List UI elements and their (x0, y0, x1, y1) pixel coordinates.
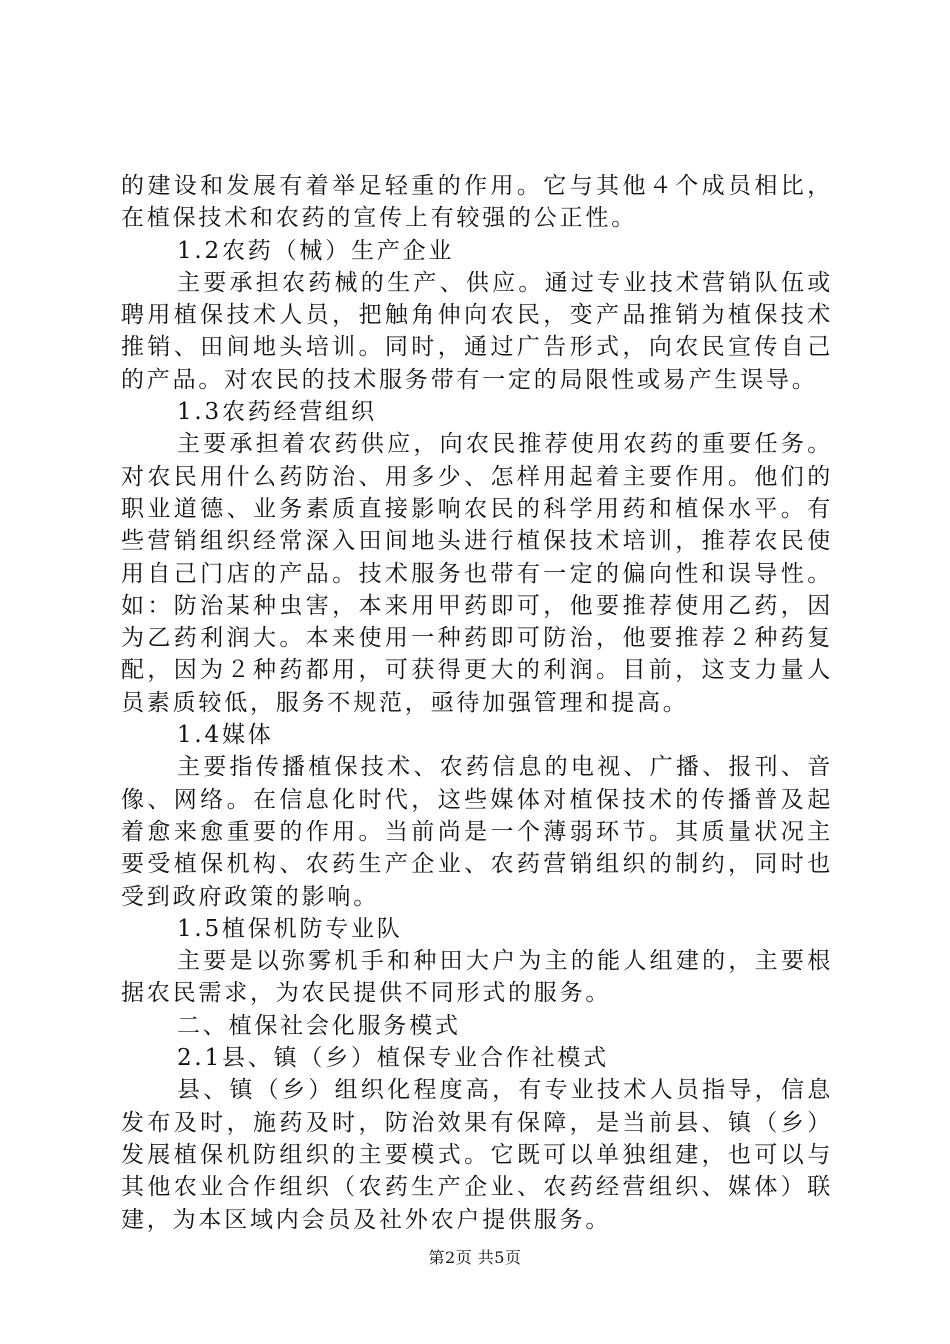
paragraph-body: 主要承担着农药供应，向农民推荐使用农药的重要任务。对农民用什么药防治、用多少、怎样用起着主要作用。他们的职业道德、业务素质直接影响农民的科学用药和植保水平。有些营销组织经常深入田间地头进行植保技术培训，推荐农民使用自己门店的产品。技术服务也带有一定的偏向性和误导性。如：防治某种虫害，本来用甲药即可，他要推荐使用乙药，因为乙药利润大。本来使用一种药即可防治，他要推荐２种药复配，因为２种药都用，可获得更大的利润。目前，这支力量人员素质较低，服务不规范，亟待加强管理和提高。 (121, 431, 833, 716)
paragraph-body: 主要承担农药械的生产、供应。通过专业技术营销队伍或聘用植保技术人员，把触角伸向农民，变产品推销为植保技术推销、田间地头培训。同时，通过广告形式，向农民宣传自己的产品。对农民的技术服务带有一定的局限性或易产生误导。 (121, 269, 833, 393)
paragraph-intro-continued: 的建设和发展有着举足轻重的作用。它与其他４个成员相比，在植保技术和农药的宣传上有较强的公正性。 (121, 173, 833, 232)
section-heading-1-3: 1.3农药经营组织 (177, 399, 377, 426)
section-heading-2-1: 2.1县、镇（乡）植保专业合作社模式 (177, 1045, 609, 1072)
paragraph-body: 县、镇（乡）组织化程度高，有专业技术人员指导，信息发布及时，施药及时，防治效果有保障，是当前县、镇（乡）发展植保机防组织的主要模式。它既可以单独组建，也可以与其他农业合作组织（农药生产企业、农药经营组织、媒体）联建，为本区域内会员及社外农户提供服务。 (121, 1077, 833, 1233)
section-heading-1-5: 1.5植保机防专业队 (177, 915, 403, 942)
section-heading-1-4: 1.4媒体 (177, 722, 274, 749)
section-heading-1-2: 1.2农药（械）生产企业 (177, 237, 455, 264)
page-number-footer: 第2页 共5页 (428, 1248, 522, 1267)
paragraph-body: 主要是以弥雾机手和种田大户为主的能人组建的，主要根据农民需求，为农民提供不同形式的服务。 (121, 948, 833, 1007)
document-body (121, 170, 833, 1236)
paragraph-body: 主要指传播植保技术、农药信息的电视、广播、报刊、音像、网络。在信息化时代，这些媒体对植保技术的传播普及起着愈来愈重要的作用。当前尚是一个薄弱环节。其质量状况主要受植保机构、农药生产企业、农药营销组织的制约，同时也受到政府政策的影响。 (121, 754, 833, 910)
chapter-heading-2: 二、植保社会化服务模式 (177, 1012, 461, 1039)
